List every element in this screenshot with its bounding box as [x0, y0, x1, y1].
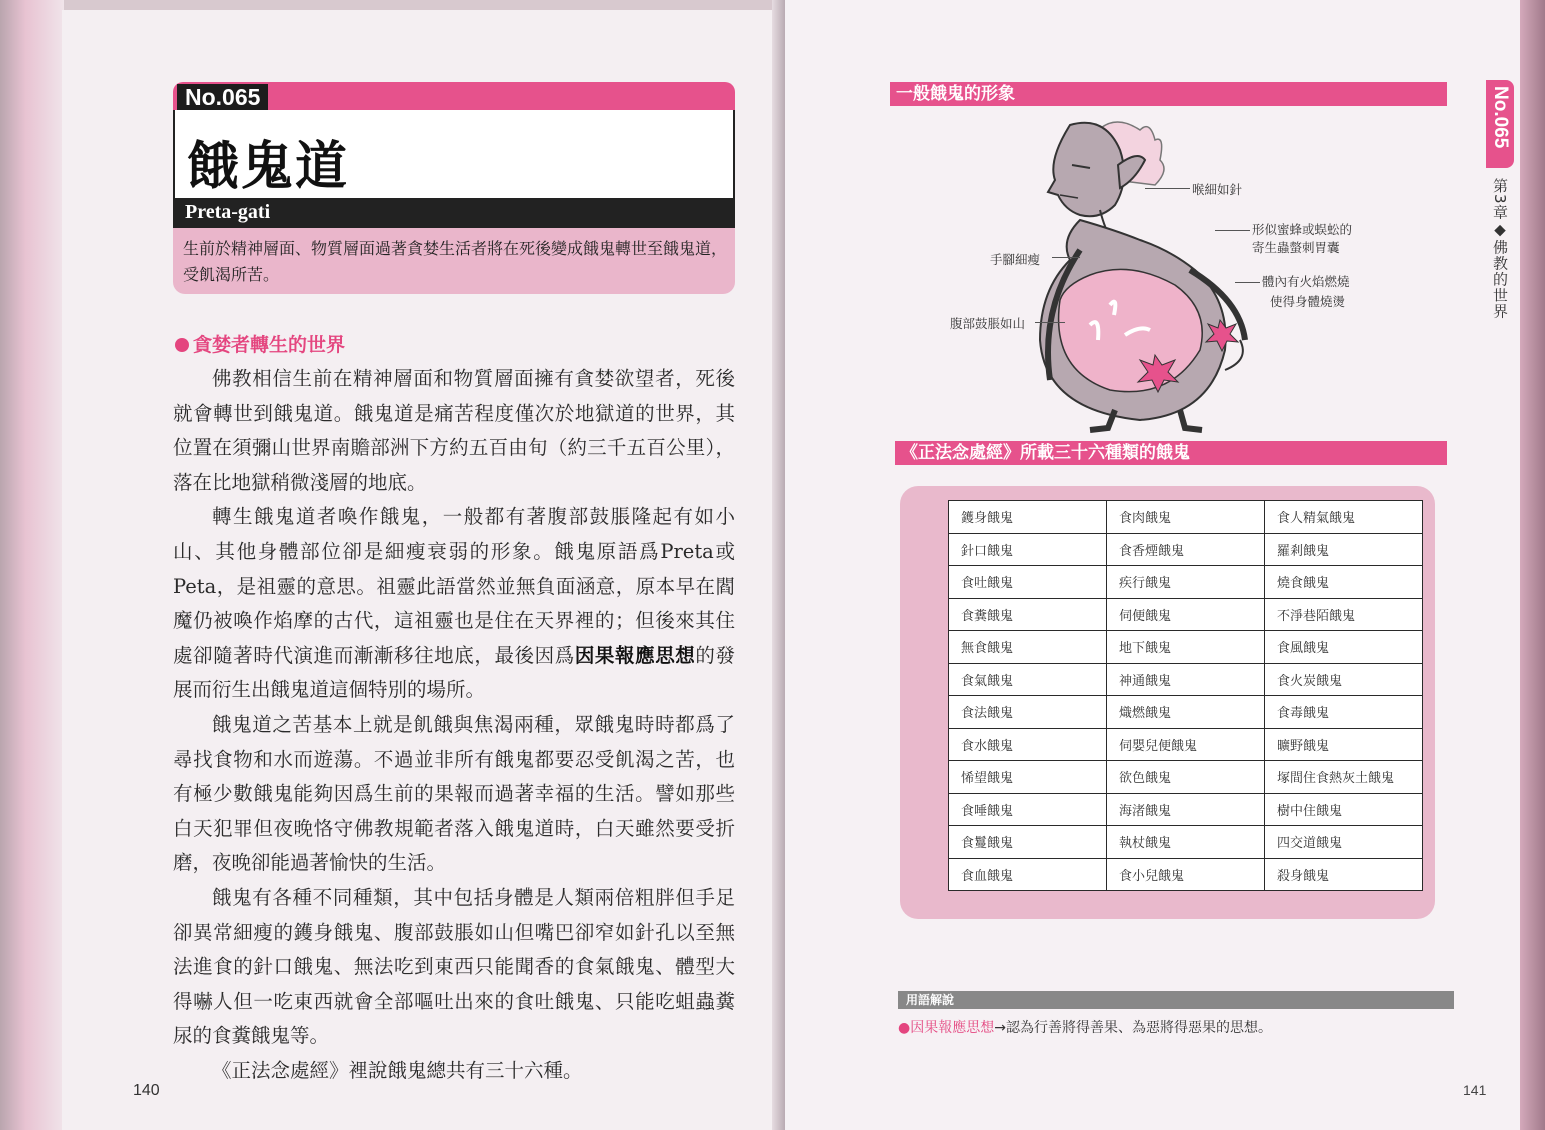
- table-row: [949, 598, 1423, 631]
- table-cell: 食毒餓鬼: [1265, 696, 1423, 729]
- label-parasite-1: 形似蜜蜂或蜈蚣的: [1252, 222, 1353, 237]
- paragraph-5: 《正法念處經》裡說餓鬼總共有三十六種。: [212, 1058, 583, 1082]
- table-heading: 《正法念處經》所載三十六種類的餓鬼: [901, 443, 1190, 463]
- table-cell: 食人精氣餓鬼: [1265, 501, 1423, 534]
- label-belly: 腹部鼓脹如山: [950, 316, 1026, 331]
- table-cell: 食小兒餓鬼: [1107, 858, 1265, 891]
- table-row: [949, 728, 1423, 761]
- table-row: [949, 631, 1423, 664]
- page-number-left: 140: [133, 1082, 160, 1099]
- preta-figure: [940, 110, 1420, 440]
- table-cell: 食法餓鬼: [949, 696, 1107, 729]
- glossary-heading: 用語解說: [906, 993, 955, 1007]
- table-cell: 無食餓鬼: [949, 631, 1107, 664]
- table-cell: 欲色餓鬼: [1107, 761, 1265, 794]
- table-row: [949, 826, 1423, 859]
- table-cell: 針口餓鬼: [949, 533, 1107, 566]
- paragraph-2-part-b: 的發展而衍生出餓鬼道這個特別的場所。: [173, 643, 735, 702]
- table-row: [949, 533, 1423, 566]
- preta-types-table-body: [949, 501, 1423, 891]
- table-cell: 地下餓鬼: [1107, 631, 1265, 664]
- table-row: [949, 663, 1423, 696]
- book-left-edge: [0, 0, 64, 1130]
- table-cell: 四交道餓鬼: [1265, 826, 1423, 859]
- table-row: [949, 501, 1423, 534]
- table-cell: 食血餓鬼: [949, 858, 1107, 891]
- table-row: [949, 696, 1423, 729]
- figure-heading: 一般餓鬼的形象: [896, 84, 1015, 104]
- table-cell: 海渚餓鬼: [1107, 793, 1265, 826]
- table-cell: 伺便餓鬼: [1107, 598, 1265, 631]
- table-cell: 疾行餓鬼: [1107, 566, 1265, 599]
- book-right-edge: [1520, 0, 1545, 1130]
- entry-number: No.065: [177, 84, 268, 110]
- subtitle-bar: [173, 198, 735, 228]
- entry-header: [173, 82, 735, 295]
- label-fire-1: 體內有火焰燃燒: [1262, 274, 1350, 289]
- summary-text: 生前於精神層面、物質層面過著貪婪生活者將在死後變成餓鬼轉世至餓鬼道，受飢渴所苦。: [183, 239, 728, 284]
- paragraph-3: 餓鬼道之苦基本上就是飢餓與焦渴兩種，眾餓鬼時時都爲了尋找食物和水而遊蕩。不過並非所有餓鬼都要忍受飢渴之苦，也有極少數餓鬼能夠因爲生前的果報而過著幸福的生活。譬如那些白天犯罪但夜晚恪守佛教規範者落入餓鬼道時，白天雖然要受折磨，夜晚卻能過著愉快的生活。: [173, 712, 735, 875]
- leader-line-belly: [1035, 322, 1065, 323]
- table-cell: 伺嬰兒便餓鬼: [1107, 728, 1265, 761]
- table-cell: 不淨巷陌餓鬼: [1265, 598, 1423, 631]
- table-cell: 食糞餓鬼: [949, 598, 1107, 631]
- table-cell: 鑊身餓鬼: [949, 501, 1107, 534]
- glossary-bar: [898, 991, 1454, 1009]
- table-cell: 食吐餓鬼: [949, 566, 1107, 599]
- keyword-karma: 因果報應思想: [574, 643, 696, 667]
- table-cell: 食風餓鬼: [1265, 631, 1423, 664]
- side-tab: [1486, 80, 1514, 168]
- side-tab-number: No.065: [1490, 86, 1511, 149]
- table-cell: 食氣餓鬼: [949, 663, 1107, 696]
- paragraph-2: [173, 500, 735, 708]
- table-cell: 神通餓鬼: [1107, 663, 1265, 696]
- table-row: [949, 858, 1423, 891]
- table-cell: 燒食餓鬼: [1265, 566, 1423, 599]
- label-neck: 喉細如針: [1192, 182, 1243, 197]
- table-cell: 悕望餓鬼: [949, 761, 1107, 794]
- table-cell: 羅剎餓鬼: [1265, 533, 1423, 566]
- label-parasite-2: 寄生蟲螫刺胃囊: [1252, 240, 1340, 255]
- table-row: [949, 793, 1423, 826]
- figure-heading-bar: [890, 82, 1447, 106]
- preta-types-table: [948, 500, 1423, 891]
- table-row: [949, 566, 1423, 599]
- title-area: [173, 110, 735, 200]
- section-heading: [175, 330, 345, 357]
- glossary-definition: →認為行善將得善果、為惡將得惡果的思想。: [994, 1020, 1272, 1036]
- section-heading-text: 貪婪者轉生的世界: [193, 334, 346, 356]
- table-cell: 食鬘餓鬼: [949, 826, 1107, 859]
- table-cell: 塚間住食熱灰土餓鬼: [1265, 761, 1423, 794]
- table-row: [949, 761, 1423, 794]
- leader-line-limbs: [1052, 257, 1080, 258]
- table-heading-bar: [895, 441, 1447, 465]
- glossary-entry: [898, 1017, 1272, 1037]
- leader-line-fire: [1235, 282, 1260, 283]
- label-limbs: 手腳細瘦: [990, 252, 1041, 267]
- table-cell: 曠野餓鬼: [1265, 728, 1423, 761]
- paragraph-2-part-a: 轉生餓鬼道者喚作餓鬼，一般都有著腹部鼓脹隆起有如小山、其他身體部位卻是細瘦衰弱的形象。餓鬼原語爲Preta或Peta，是祖靈的意思。祖靈此語當然並無負面涵意，原本早在閻魔仍被喚作焰摩的古代，這祖靈也是住在天界裡的；但後來其住處卻隨著時代演進而漸漸移往地底，最後因爲: [173, 505, 735, 667]
- table-cell: 殺身餓鬼: [1265, 858, 1423, 891]
- table-cell: 食唾餓鬼: [949, 793, 1107, 826]
- summary-box: [173, 228, 735, 294]
- label-fire-2: 使得身體燒燙: [1270, 294, 1346, 309]
- leader-line-parasite: [1215, 230, 1250, 231]
- subtitle: Preta-gati: [185, 201, 271, 223]
- page-number-right: 141: [1463, 1082, 1487, 1098]
- table-cell: 食香煙餓鬼: [1107, 533, 1265, 566]
- page-title: 餓鬼道: [187, 136, 350, 197]
- paragraph-1: 佛教相信生前在精神層面和物質層面擁有貪婪欲望者，死後就會轉世到餓鬼道。餓鬼道是痛苦程度僅次於地獄道的世界，其位置在須彌山世界南贍部洲下方約五百由旬（約三千五百公里），落在比地獄稍微淺層的地底。: [173, 367, 735, 494]
- leader-line-neck: [1145, 188, 1190, 189]
- table-cell: 樹中住餓鬼: [1265, 793, 1423, 826]
- table-cell: 食火炭餓鬼: [1265, 663, 1423, 696]
- table-cell: 執杖餓鬼: [1107, 826, 1265, 859]
- paragraph-4: 餓鬼有各種不同種類，其中包括身體是人類兩倍粗胖但手足卻異常細瘦的鑊身餓鬼、腹部鼓脹如山但嘴巴卻窄如針孔以至無法進食的針口餓鬼、無法吃到東西只能聞香的食氣餓鬼、體型大得嚇人但一吃東西就會全部嘔吐出來的食吐餓鬼、只能吃蛆蟲糞尿的食糞餓鬼等。: [173, 885, 735, 1048]
- chapter-label: 第3章◆佛教的世界: [1491, 178, 1509, 320]
- glossary-term: ●因果報應思想: [898, 1020, 995, 1036]
- entry-number-bar: [173, 82, 735, 110]
- body-text: [173, 362, 735, 1088]
- bullet-dot-icon: [175, 338, 189, 352]
- table-cell: 熾燃餓鬼: [1107, 696, 1265, 729]
- table-cell: 食水餓鬼: [949, 728, 1107, 761]
- table-cell: 食肉餓鬼: [1107, 501, 1265, 534]
